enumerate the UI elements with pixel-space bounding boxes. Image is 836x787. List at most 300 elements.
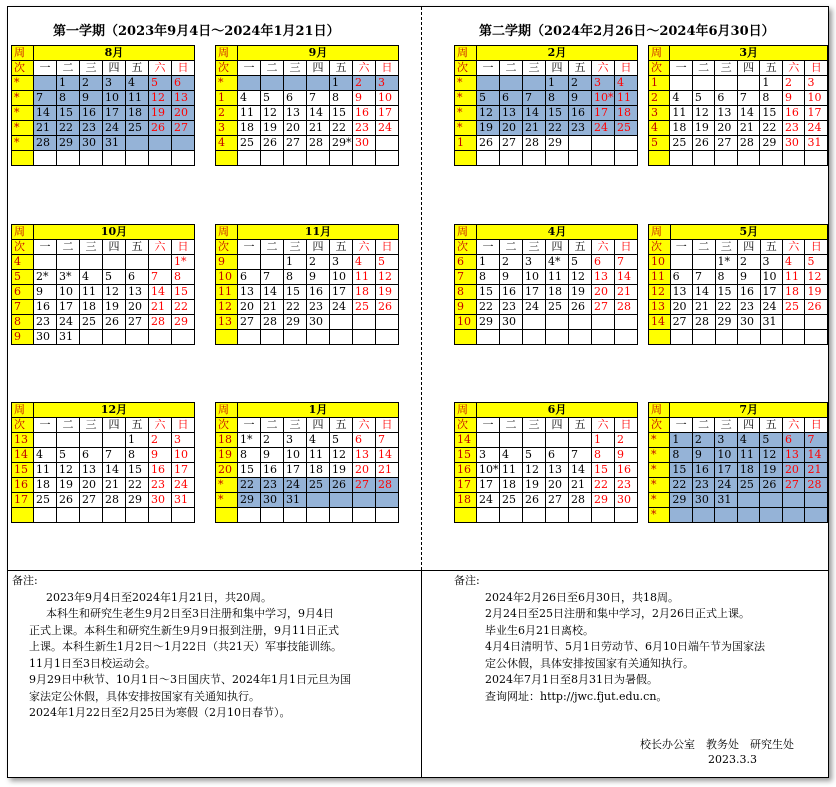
day-cell: 13: [715, 106, 738, 121]
day-cell: [172, 136, 195, 151]
week-number: *: [649, 478, 670, 493]
day-cell: 26: [692, 136, 715, 151]
weekday-label: 三: [80, 418, 103, 433]
day-cell: [615, 151, 638, 166]
day-cell: 7: [805, 433, 828, 448]
day-cell: 29: [284, 315, 307, 330]
day-cell: [284, 330, 307, 345]
week-row: [216, 478, 399, 493]
weekday-label: 日: [805, 61, 828, 76]
day-cell: 16: [782, 106, 805, 121]
day-cell: 1: [284, 255, 307, 270]
week-header: 周: [649, 225, 671, 240]
day-cell: 22: [546, 121, 569, 136]
weekday-label: 五: [760, 61, 783, 76]
day-cell: 7: [523, 91, 546, 106]
day-cell: [592, 508, 615, 523]
day-cell: 26: [103, 315, 126, 330]
day-cell: 18: [34, 478, 57, 493]
day-cell: 14: [569, 463, 592, 478]
day-cell: 13: [592, 270, 615, 285]
weekday-label: 二: [500, 240, 523, 255]
week-number: 9: [455, 300, 477, 315]
day-cell: 22: [238, 478, 261, 493]
day-cell: 9: [692, 448, 715, 463]
day-cell: [760, 330, 782, 345]
day-cell: [261, 330, 284, 345]
day-cell: 20: [80, 478, 103, 493]
notes-divider: [421, 570, 422, 777]
notes-title: 备注:: [454, 574, 480, 587]
day-cell: 24: [592, 121, 615, 136]
weekday-label: 三: [523, 240, 546, 255]
day-cell: 26: [57, 493, 80, 508]
day-cell: 21: [693, 300, 715, 315]
day-cell: 25: [782, 300, 804, 315]
week-row: [649, 121, 828, 136]
day-cell: [615, 330, 638, 345]
day-cell: [126, 151, 149, 166]
week-number: 14: [12, 448, 34, 463]
month-table-12月: [11, 402, 195, 523]
day-cell: 22: [284, 300, 307, 315]
week-header: 次: [455, 240, 477, 255]
day-cell: [523, 508, 546, 523]
day-cell: 19: [103, 300, 126, 315]
day-cell: 10: [715, 448, 738, 463]
day-cell: [782, 508, 805, 523]
day-cell: [34, 255, 57, 270]
weekday-label: 四: [307, 418, 330, 433]
week-header: 周: [455, 46, 477, 61]
day-cell: [523, 151, 546, 166]
week-number: [12, 151, 34, 166]
day-cell: 24: [523, 300, 546, 315]
day-cell: 11: [238, 106, 261, 121]
weekday-label: 三: [284, 418, 307, 433]
week-header: 周: [12, 225, 34, 240]
day-cell: 24: [805, 121, 828, 136]
day-cell: 11: [737, 448, 760, 463]
day-cell: 8: [592, 448, 615, 463]
day-cell: [670, 151, 693, 166]
week-row: [649, 478, 828, 493]
day-cell: [238, 76, 261, 91]
day-cell: 15: [477, 285, 500, 300]
day-cell: 18: [615, 106, 638, 121]
week-row: [216, 121, 399, 136]
day-cell: 10: [103, 91, 126, 106]
weekday-label: 日: [376, 61, 399, 76]
day-cell: 6: [670, 270, 692, 285]
month-table-4月: [454, 224, 638, 345]
day-cell: 2: [500, 255, 523, 270]
month-table-2月: [454, 45, 638, 166]
day-cell: 7: [693, 270, 715, 285]
day-cell: 15: [57, 106, 80, 121]
day-cell: 18: [80, 300, 103, 315]
week-row: [12, 448, 195, 463]
week-row: [12, 255, 195, 270]
day-cell: 7: [307, 91, 330, 106]
day-cell: [57, 151, 80, 166]
day-cell: 21: [103, 478, 126, 493]
notes-top-border: [8, 570, 828, 571]
day-cell: 1*: [238, 433, 261, 448]
week-number: [649, 151, 670, 166]
weekday-label: 五: [330, 418, 353, 433]
day-cell: 24: [477, 493, 500, 508]
day-cell: 13: [500, 106, 523, 121]
day-cell: 5: [477, 91, 500, 106]
day-cell: 24: [760, 300, 782, 315]
day-cell: 20: [500, 121, 523, 136]
day-cell: [569, 315, 592, 330]
week-number: 15: [455, 448, 477, 463]
week-row: [649, 270, 828, 285]
week-number: [216, 151, 238, 166]
weekday-label: 六: [592, 240, 615, 255]
week-header: 周: [216, 403, 238, 418]
day-cell: [307, 76, 330, 91]
week-row: [455, 478, 638, 493]
weekday-label: 三: [715, 240, 737, 255]
day-cell: 25: [353, 300, 376, 315]
weekday-label: 三: [80, 61, 103, 76]
weekday-label: 六: [353, 61, 376, 76]
day-cell: 2: [738, 255, 760, 270]
week-row: [649, 508, 828, 523]
notes-title: 备注:: [12, 574, 38, 587]
day-cell: 29: [715, 315, 737, 330]
week-row: [216, 106, 399, 121]
issue-date: 2023.3.3: [708, 753, 757, 766]
weekday-label: 二: [261, 418, 284, 433]
day-cell: 11: [670, 106, 693, 121]
day-cell: [782, 493, 805, 508]
day-cell: 19: [805, 285, 828, 300]
day-cell: [805, 151, 828, 166]
day-cell: [330, 493, 353, 508]
day-cell: 5: [569, 255, 592, 270]
day-cell: [238, 508, 261, 523]
week-row: [649, 330, 828, 345]
day-cell: [353, 493, 376, 508]
note-line: 正式上课。本科生和研究生新生9月9日报到注册，9月11日正式: [29, 623, 339, 637]
day-cell: 10: [57, 285, 80, 300]
day-cell: [615, 136, 638, 151]
day-cell: 14: [261, 285, 284, 300]
day-cell: 27: [715, 136, 738, 151]
day-cell: 30: [738, 315, 760, 330]
day-cell: 24: [715, 478, 738, 493]
note-line: 11月1日至3日校运动会。: [29, 656, 156, 670]
day-cell: 5: [760, 433, 783, 448]
week-row: [216, 315, 399, 330]
day-cell: [353, 315, 376, 330]
issuing-offices: 校长办公室 教务处 研究生处: [640, 738, 794, 751]
day-cell: 17: [760, 285, 782, 300]
day-cell: 12: [760, 448, 783, 463]
day-cell: 25: [34, 493, 57, 508]
day-cell: 3: [592, 76, 615, 91]
day-cell: 11: [126, 91, 149, 106]
day-cell: [715, 508, 738, 523]
day-cell: 1: [126, 433, 149, 448]
day-cell: 3: [760, 255, 782, 270]
day-cell: 26: [760, 478, 783, 493]
week-row: [216, 270, 399, 285]
weekday-label: 一: [238, 418, 261, 433]
day-cell: 17: [376, 106, 399, 121]
day-cell: [172, 330, 195, 345]
day-cell: 23: [149, 478, 172, 493]
day-cell: 12: [149, 91, 172, 106]
week-number: *: [649, 493, 670, 508]
week-row: [649, 448, 828, 463]
day-cell: 20: [715, 121, 738, 136]
day-cell: 1: [592, 433, 615, 448]
day-cell: 20: [782, 463, 805, 478]
week-number: 8: [12, 315, 34, 330]
day-cell: [670, 330, 692, 345]
day-cell: [376, 493, 399, 508]
day-cell: 12: [376, 270, 399, 285]
academic-calendar-sheet: [7, 6, 829, 778]
day-cell: 4: [126, 76, 149, 91]
day-cell: [592, 315, 615, 330]
week-number: 13: [216, 315, 238, 330]
day-cell: 18: [737, 463, 760, 478]
day-cell: 13: [80, 463, 103, 478]
day-cell: [284, 151, 307, 166]
day-cell: 18: [238, 121, 261, 136]
day-cell: 17: [103, 106, 126, 121]
week-row: [455, 270, 638, 285]
day-cell: 15: [670, 463, 693, 478]
day-cell: 30: [353, 136, 376, 151]
day-cell: 30: [261, 493, 284, 508]
weekday-label: 二: [57, 418, 80, 433]
week-row: [649, 151, 828, 166]
day-cell: 28: [569, 493, 592, 508]
week-row: [455, 106, 638, 121]
note-line: 4月4日清明节、5月1日劳动节、6月10日端午节为国家法: [485, 640, 765, 653]
week-row: [649, 493, 828, 508]
day-cell: 5: [692, 91, 715, 106]
week-header: 次: [455, 418, 477, 433]
day-cell: 2: [261, 433, 284, 448]
day-cell: 17: [477, 478, 500, 493]
weekday-label: 三: [715, 61, 738, 76]
semester-2-title: 第二学期（2024年2月26日～2024年6月30日）: [479, 24, 775, 39]
month-name: 8月: [34, 46, 195, 61]
week-header: 次: [649, 61, 670, 76]
week-row: [455, 285, 638, 300]
month-name: 3月: [670, 46, 828, 61]
day-cell: 23: [261, 478, 284, 493]
day-cell: 5: [103, 270, 126, 285]
day-cell: [693, 255, 715, 270]
week-number: 6: [12, 285, 34, 300]
day-cell: 24: [172, 478, 195, 493]
week-row: [12, 91, 195, 106]
day-cell: 3*: [57, 270, 80, 285]
day-cell: 12: [692, 106, 715, 121]
day-cell: 3: [376, 76, 399, 91]
month-name: 11月: [238, 225, 399, 240]
day-cell: 8: [760, 91, 783, 106]
day-cell: 1: [477, 255, 500, 270]
day-cell: [760, 493, 783, 508]
day-cell: 19: [376, 285, 399, 300]
day-cell: 6: [126, 270, 149, 285]
day-cell: 23: [615, 478, 638, 493]
day-cell: 21: [307, 121, 330, 136]
day-cell: 23: [692, 478, 715, 493]
week-number: 11: [649, 270, 671, 285]
week-number: *: [649, 433, 670, 448]
week-row: [12, 151, 195, 166]
day-cell: [172, 508, 195, 523]
weekday-label: 五: [760, 240, 782, 255]
day-cell: 4: [737, 433, 760, 448]
day-cell: [500, 151, 523, 166]
day-cell: 16: [261, 463, 284, 478]
day-cell: [592, 330, 615, 345]
weekday-label: 三: [284, 61, 307, 76]
day-cell: 15: [238, 463, 261, 478]
day-cell: 10: [523, 270, 546, 285]
day-cell: 23: [307, 300, 330, 315]
week-row: [216, 433, 399, 448]
week-number: *: [12, 76, 34, 91]
day-cell: 23: [34, 315, 57, 330]
day-cell: 23: [569, 121, 592, 136]
weekday-label: 六: [353, 240, 376, 255]
weekday-label: 日: [805, 418, 828, 433]
week-number: 1: [455, 136, 477, 151]
day-cell: 22: [760, 121, 783, 136]
day-cell: 21: [149, 300, 172, 315]
day-cell: 9: [782, 91, 805, 106]
day-cell: 14: [615, 270, 638, 285]
day-cell: [353, 330, 376, 345]
day-cell: 22: [592, 478, 615, 493]
day-cell: 4: [353, 255, 376, 270]
week-number: 12: [216, 300, 238, 315]
day-cell: [546, 330, 569, 345]
day-cell: 11: [500, 463, 523, 478]
week-row: [455, 76, 638, 91]
month-table-1月: [215, 402, 399, 523]
day-cell: 7: [34, 91, 57, 106]
week-row: [216, 76, 399, 91]
day-cell: 31: [284, 493, 307, 508]
day-cell: 9: [500, 270, 523, 285]
day-cell: 11: [546, 270, 569, 285]
day-cell: [523, 433, 546, 448]
day-cell: [34, 433, 57, 448]
day-cell: 18: [500, 478, 523, 493]
day-cell: 2*: [34, 270, 57, 285]
day-cell: [670, 508, 693, 523]
day-cell: [307, 330, 330, 345]
weekday-label: 日: [615, 240, 638, 255]
day-cell: 27: [284, 136, 307, 151]
day-cell: [738, 330, 760, 345]
day-cell: 27: [126, 315, 149, 330]
day-cell: 8: [57, 91, 80, 106]
day-cell: 11: [307, 448, 330, 463]
day-cell: 27: [353, 478, 376, 493]
day-cell: 13: [782, 448, 805, 463]
week-row: [216, 508, 399, 523]
weekday-label: 二: [692, 418, 715, 433]
day-cell: 1: [57, 76, 80, 91]
day-cell: [692, 76, 715, 91]
week-number: *: [216, 478, 238, 493]
day-cell: 26: [376, 300, 399, 315]
week-row: [216, 463, 399, 478]
week-number: 7: [12, 300, 34, 315]
week-header: 周: [216, 225, 238, 240]
day-cell: [523, 330, 546, 345]
weekday-label: 二: [693, 240, 715, 255]
week-number: [216, 330, 238, 345]
week-number: 14: [649, 315, 671, 330]
day-cell: [376, 315, 399, 330]
day-cell: 18: [546, 285, 569, 300]
day-cell: 21: [523, 121, 546, 136]
week-row: [455, 91, 638, 106]
day-cell: [330, 330, 353, 345]
day-cell: 2: [782, 76, 805, 91]
semester-1-notes: [12, 573, 417, 722]
week-number: *: [12, 106, 34, 121]
weekday-label: 日: [172, 240, 195, 255]
week-number: 5: [649, 136, 670, 151]
day-cell: 5: [376, 255, 399, 270]
day-cell: 9: [261, 448, 284, 463]
day-cell: 28: [737, 136, 760, 151]
day-cell: [149, 255, 172, 270]
month-table-5月: [648, 224, 828, 345]
week-header: 次: [12, 61, 34, 76]
day-cell: 9: [615, 448, 638, 463]
day-cell: 23: [738, 300, 760, 315]
week-number: 1: [649, 76, 670, 91]
day-cell: 20: [284, 121, 307, 136]
day-cell: 26: [477, 136, 500, 151]
weekday-label: 一: [34, 61, 57, 76]
week-number: 20: [216, 463, 238, 478]
day-cell: 6: [500, 91, 523, 106]
week-number: *: [649, 448, 670, 463]
week-row: [455, 151, 638, 166]
day-cell: [330, 315, 353, 330]
day-cell: 10: [172, 448, 195, 463]
day-cell: 9: [149, 448, 172, 463]
day-cell: 4: [782, 255, 804, 270]
day-cell: [477, 151, 500, 166]
month-name: 12月: [34, 403, 195, 418]
week-number: 15: [12, 463, 34, 478]
day-cell: 24: [103, 121, 126, 136]
day-cell: 30: [149, 493, 172, 508]
weekday-label: 四: [546, 240, 569, 255]
day-cell: 6: [546, 448, 569, 463]
